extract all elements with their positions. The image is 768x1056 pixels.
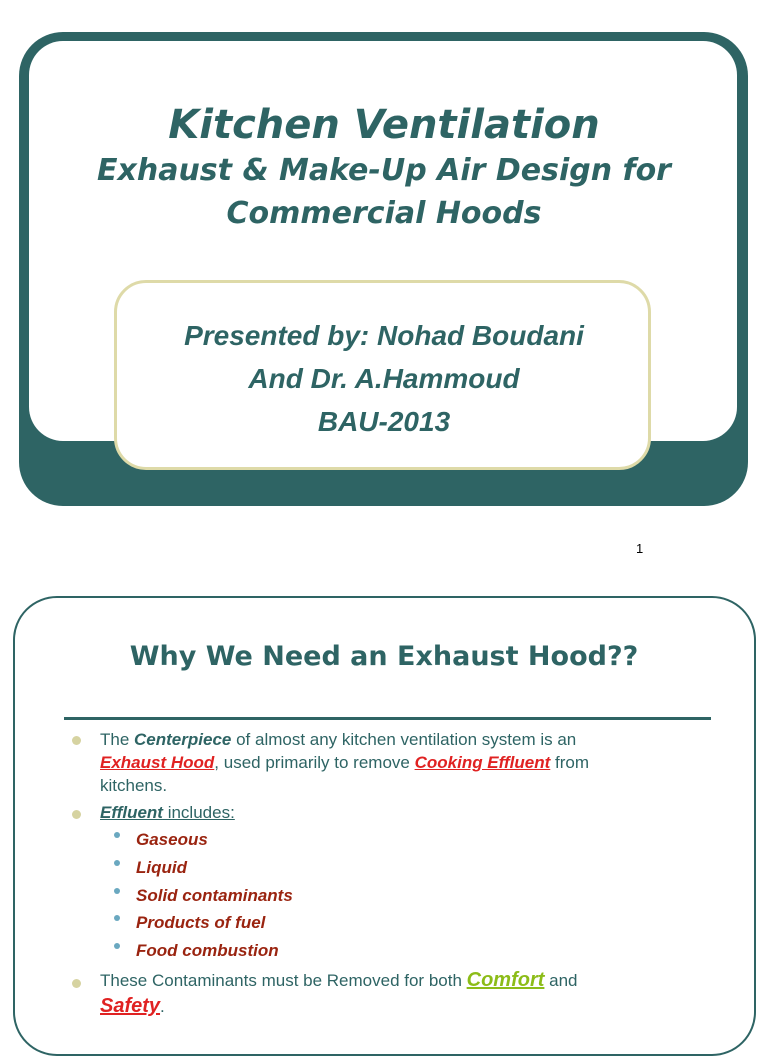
text: of almost any kitchen ventilation system is an: [231, 730, 577, 749]
text: , used primarily to remove: [214, 753, 415, 772]
bullet-dot: [72, 810, 81, 819]
bullet3-line1: [100, 969, 578, 992]
text: .: [160, 997, 165, 1016]
text: from: [550, 753, 590, 772]
presenter-line1: Presented by: Nohad Boudani: [184, 320, 584, 351]
cooking-effluent-text: Cooking Effluent: [414, 753, 551, 772]
safety-text: Safety: [100, 995, 161, 1017]
bullet1-line1: [100, 728, 576, 751]
bullet-dot: [72, 979, 81, 988]
effluent-item: Liquid: [136, 858, 187, 877]
bullet1-line2: [100, 751, 589, 774]
presenter-line2: And Dr. A.Hammoud: [248, 363, 520, 394]
bullet1-line3: kitchens.: [100, 776, 168, 795]
text: The: [100, 730, 135, 749]
bullet-dot: [72, 736, 81, 745]
text: includes:: [162, 803, 235, 822]
effluent-item: Food combustion: [136, 941, 279, 960]
text: and: [544, 971, 578, 990]
effluent-text: Effluent: [100, 803, 163, 822]
page-number: 1: [636, 541, 644, 556]
effluent-item: Solid contaminants: [136, 886, 293, 905]
slide1-subtitle-line2: Commercial Hoods: [226, 196, 542, 231]
sub-bullet-dot: [114, 888, 120, 894]
title-divider: [64, 717, 711, 720]
slide1-title: Kitchen Ventilation: [168, 102, 600, 148]
slide2-title: Why We Need an Exhaust Hood??: [129, 641, 639, 672]
centerpiece-text: Centerpiece: [134, 730, 232, 749]
bullet3-line2: [100, 995, 165, 1018]
sub-bullet-dot: [114, 915, 120, 921]
sub-bullet-dot: [114, 860, 120, 866]
sub-bullet-dot: [114, 943, 120, 949]
presenter-line3: BAU-2013: [317, 406, 451, 437]
sub-bullet-dot: [114, 832, 120, 838]
exhaust-hood-text: Exhaust Hood: [100, 753, 215, 772]
text: These Contaminants must be Removed for both: [100, 971, 467, 990]
comfort-text: Comfort: [466, 969, 545, 991]
effluent-item: Products of fuel: [136, 913, 266, 932]
slide1-subtitle-line1: Exhaust & Make-Up Air Design for: [97, 153, 671, 188]
bullet2-line: [100, 801, 235, 824]
effluent-item: Gaseous: [136, 830, 208, 849]
